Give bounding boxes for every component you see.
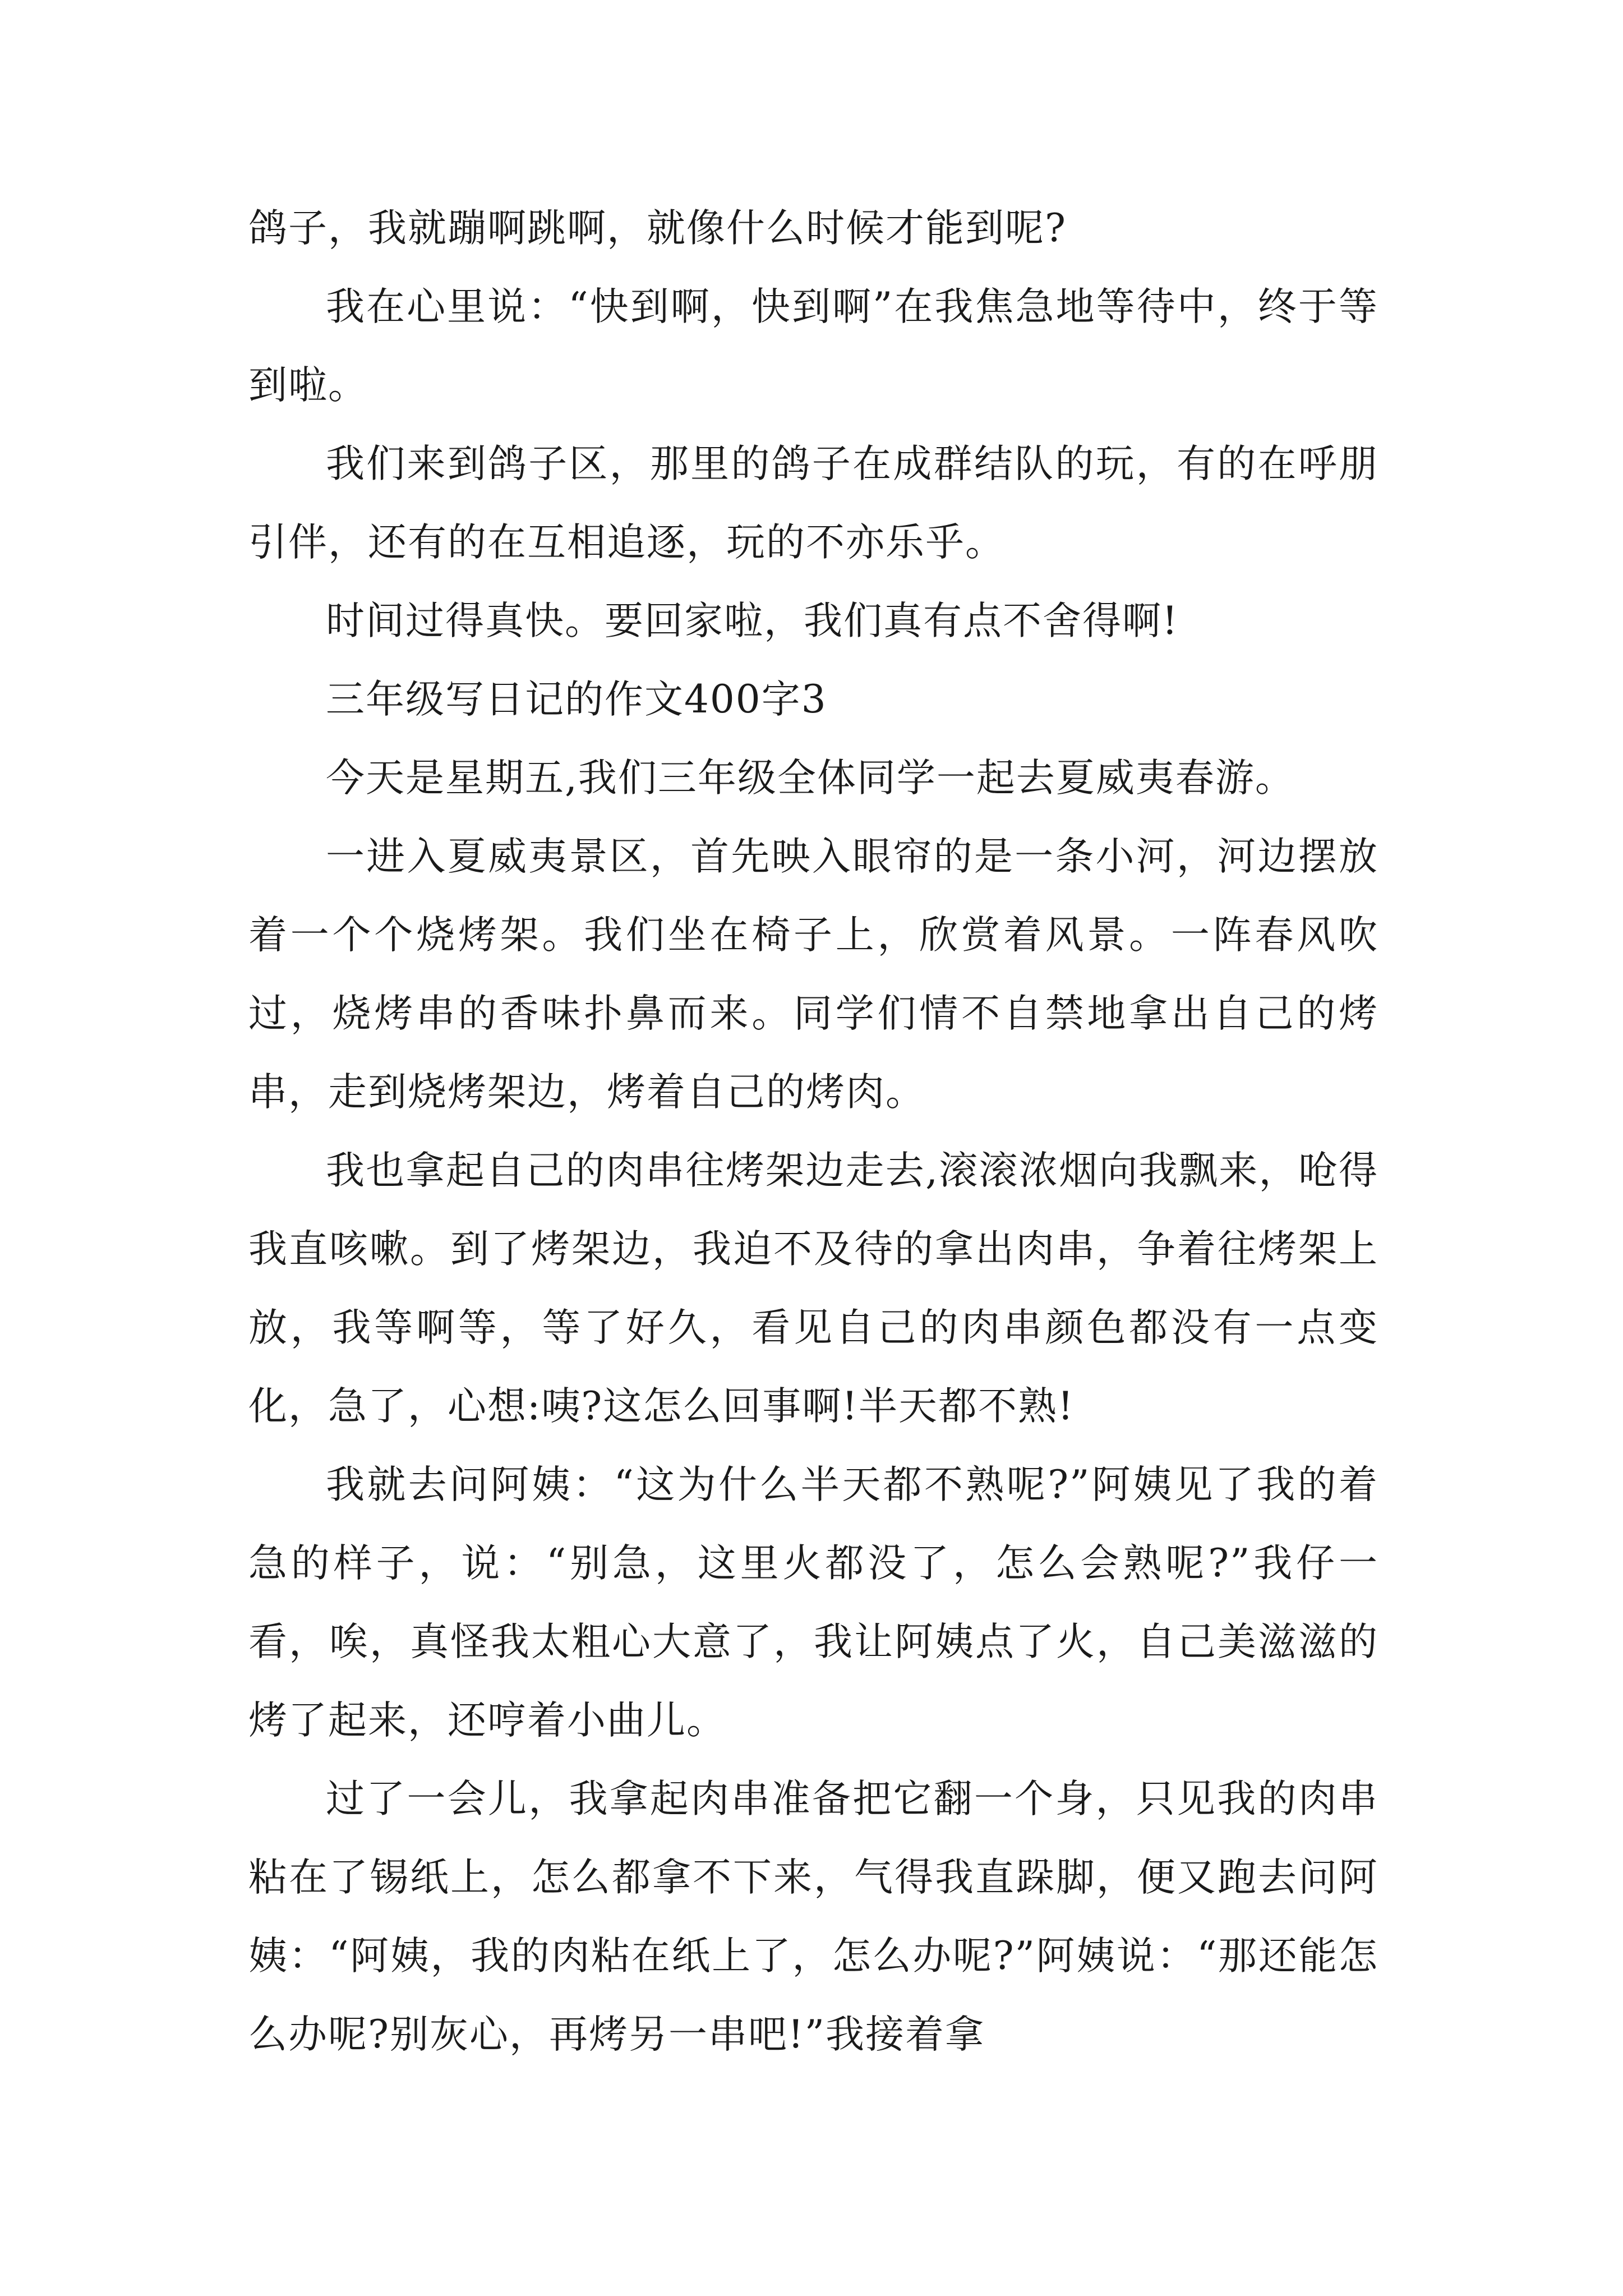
paragraph: 时间过得真快。要回家啦，我们真有点不舍得啊! [326, 599, 1179, 643]
paragraph: 我在心里说：“快到啊，快到啊”在我焦急地等待中，终于等到啦。 [248, 284, 1378, 408]
paragraph: 我也拿起自己的肉串往烤架边走去,滚滚浓烟向我飘来，呛得我直咳嗽。到了烤架边，我迫不及待的拿出肉串，争着往烤架上放，我等啊等，等了好久，看见自己的肉串颜色都没有一点变化，急了，心想:咦?这怎么回事啊!半天都不熟! [248, 1148, 1378, 1429]
paragraph: 今天是星期五,我们三年级全体同学一起去夏威夷春游。 [326, 756, 1295, 800]
paragraph: 过了一会儿，我拿起肉串准备把它翻一个身，只见我的肉串粘在了锡纸上，怎么都拿不下来，气得我直跺脚，便又跑去问阿姨：“阿姨，我的肉粘在纸上了，怎么办呢?”阿姨说：“那还能怎么办呢?别灰心，再烤另一串吧!”我接着拿 [248, 1777, 1378, 2057]
paragraph: 我就去问阿姨：“这为什么半天都不熟呢?”阿姨见了我的着急的样子，说：“别急，这里火都没了，怎么会熟呢?”我仔一看，唉，真怪我太粗心大意了，我让阿姨点了火，自己美滋滋的烤了起来，还哼着小曲儿。 [248, 1462, 1378, 1743]
paragraph: 一进入夏威夷景区，首先映入眼帘的是一条小河，河边摆放着一个个烧烤架。我们坐在椅子上，欣赏着风景。一阵春风吹过，烧烤串的香味扑鼻而来。同学们情不自禁地拿出自己的烤串，走到烧烤架边，烤着自己的烤肉。 [248, 834, 1378, 1115]
document-body [248, 189, 1378, 2074]
section-heading: 三年级写日记的作文400字3 [326, 677, 827, 722]
paragraph: 鸽子，我就蹦啊跳啊，就像什么时候才能到呢? [248, 206, 1067, 251]
paragraph: 我们来到鸽子区，那里的鸽子在成群结队的玩，有的在呼朋引伴，还有的在互相追逐，玩的不亦乐乎。 [248, 441, 1378, 565]
